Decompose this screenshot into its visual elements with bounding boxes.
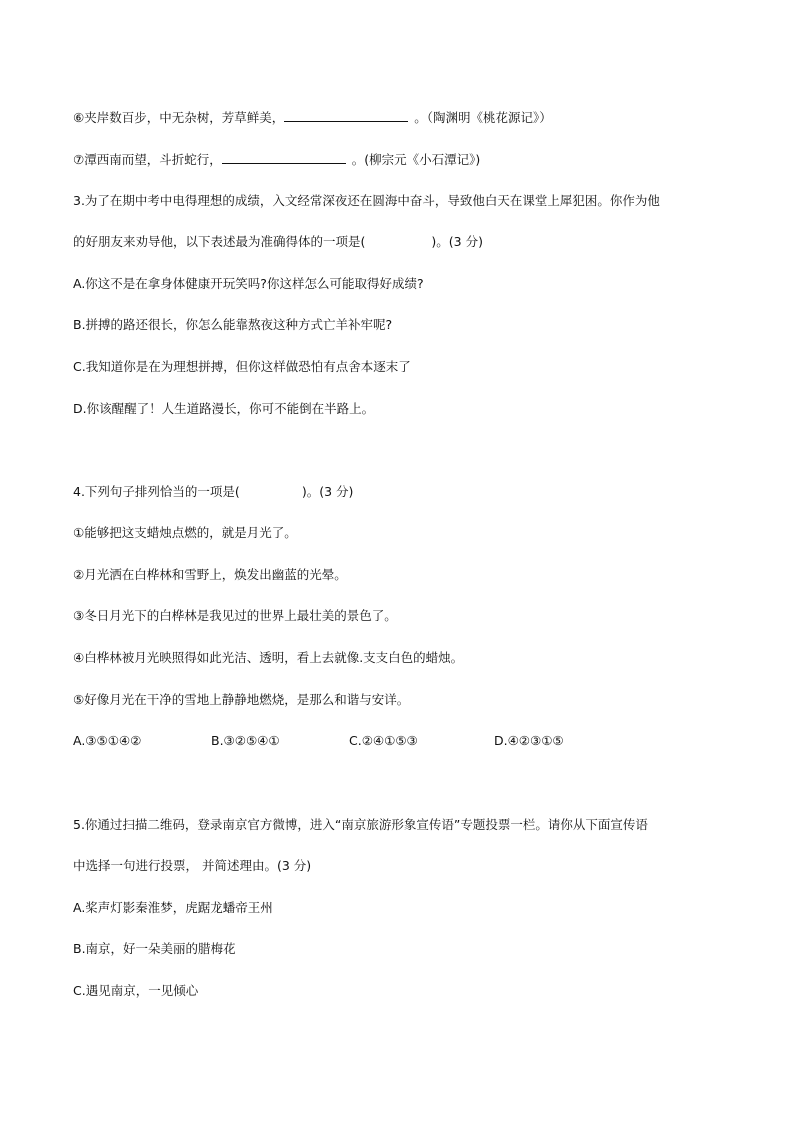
q5-stem-line2: 中选择一句进行投票， 并简述理由。(3 分) <box>73 858 312 873</box>
q4-option-a: A.③⑤①④② <box>73 733 142 748</box>
q4-option-c: C.②④①⑤③ <box>349 733 418 748</box>
q4-sentence-2: ②月光洒在白桦林和雪野上，焕发出幽蓝的光晕。 <box>73 567 347 582</box>
q3-option-d: D.你该醒醒了！人生道路漫长，你可不能倒在半路上。 <box>73 401 375 416</box>
q4-sentence-4: ④白桦林被月光映照得如此光洁、透明，看上去就像.支支白色的蜡烛。 <box>73 650 464 665</box>
poem-line-6 <box>73 108 552 127</box>
q3-stem-line1: 3.为了在期中考中电得理想的成绩，入文经常深夜还在圆海中奋斗，导致他白天在课堂上犀犯困。你作为他 <box>73 193 660 208</box>
q4-sentence-5: ⑤好像月光在干净的雪地上静静地燃烧，是那么和谐与安详。 <box>73 692 410 707</box>
answer-blank-6[interactable] <box>284 108 408 122</box>
q4-sentence-3: ③冬日月光下的白桦林是我见过的世界上最壮美的景色了。 <box>73 608 397 623</box>
q4-stem-text: 4.下列句子排列恰当的一项是( <box>73 484 240 499</box>
q3-stem-line2 <box>73 233 483 251</box>
poem-line-7-text: ⑦潭西南而望，斗折蛇行， <box>73 152 222 167</box>
poem-line-6-text: ⑥夹岸数百步，中无杂树，芳草鲜美， <box>73 110 285 125</box>
poem-line-7 <box>73 150 480 169</box>
q4-option-b: B.③②⑤④① <box>211 733 280 748</box>
q5-option-a: A.桨声灯影秦淮梦，虎踞龙蟠帝王州 <box>73 900 273 915</box>
poem-line-6-source: 。（陶渊明《桃花源记》） <box>414 110 552 125</box>
q3-option-c: C.我知道你是在为理想拼搏，但你这样做恐怕有点舍本逐末了 <box>73 359 411 374</box>
q3-option-a: A.你这不是在拿身体健康开玩笑吗?你这样怎么可能取得好成绩? <box>73 276 424 291</box>
q5-option-c: C.遇见南京，一见倾心 <box>73 983 199 998</box>
q5-option-b: B.南京，好一朵美丽的腊梅花 <box>73 941 236 956</box>
q4-score: )。(3 分) <box>301 484 354 499</box>
q3-option-b: B.拼搏的路还很长，你怎么能靠熬夜这种方式亡羊补牢呢? <box>73 317 393 332</box>
answer-blank-7[interactable] <box>222 150 346 164</box>
q3-stem-text: 的好朋友来劝导他，以下表述最为准确得体的一项是( <box>73 234 366 249</box>
q4-sentence-1: ①能够把这支蜡烛点燃的，就是月光了。 <box>73 525 297 540</box>
q4-stem <box>73 483 353 501</box>
q5-stem-line1: 5.你通过扫描二维码，登录南京官方微博，进入“南京旅游形象宣传语”专题投票一栏。请你从下面宣传语 <box>73 817 648 832</box>
q3-score: )。(3 分) <box>431 234 483 249</box>
poem-line-7-source: 。(柳宗元《小石潭记》) <box>351 152 481 167</box>
q4-option-d: D.④②③①⑤ <box>494 733 564 748</box>
